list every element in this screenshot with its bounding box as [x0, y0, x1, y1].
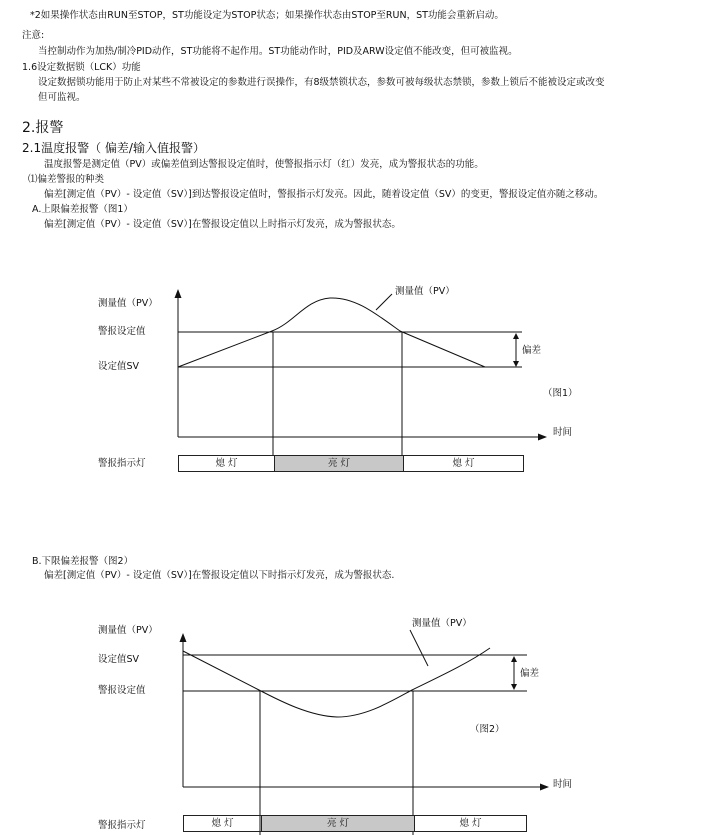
- fig1-time-label: 时间: [553, 427, 573, 438]
- fig2-indicator-strip: [183, 815, 527, 832]
- fig2-time-label: 时间: [553, 779, 573, 790]
- fig1-sv-label: 设定值SV: [98, 361, 140, 372]
- section-intro: 温度报警是测定值（PV）或偏差值到达警报设定值时，使警报指示灯（红）发亮，成为警报状态的功能。: [44, 159, 484, 170]
- fig1-deviation-label: 偏差: [522, 345, 542, 356]
- footnote-stop-run: *2如果操作状态由RUN至STOP，ST功能设定为STOP状态；如果操作状态由STOP至RUN，ST功能会重新启动。: [30, 10, 504, 21]
- fig2-y-axis-arrowhead: [180, 633, 187, 642]
- fig2-curve-label: 测量值（PV）: [412, 618, 472, 629]
- fig1-lamp-off-1: 熄 灯: [215, 458, 238, 469]
- fig2-pv-curve: [183, 648, 490, 717]
- fig1-alarm-level-label: 警报设定值: [98, 326, 146, 337]
- fig2-indicator-label: 警报指示灯: [98, 820, 146, 831]
- fig2-deviation-arrow-top: [511, 656, 517, 662]
- fig2-alarm-level-label: 警报设定值: [98, 685, 146, 696]
- fig2-y-axis-label: 测量值（PV）: [98, 625, 158, 636]
- fig2-deviation-arrow-bottom: [511, 684, 517, 690]
- alarm-a-title: A.上限偏差报警（图1）: [32, 204, 133, 215]
- fig2-lamp-off-1: 熄 灯: [211, 818, 234, 829]
- alarm-a-description: 偏差[测定值（PV）- 设定值（SV）]在警报设定值以上时指示灯发亮，成为警报状态。: [44, 219, 401, 230]
- fig1-indicator-label: 警报指示灯: [98, 458, 146, 469]
- lock-function-title: 1.6设定数据锁（LCK）功能: [22, 62, 141, 73]
- fig1-lamp-on: 亮 灯: [274, 456, 403, 471]
- lock-function-text-line1: 设定数据锁功能用于防止对某些不常被设定的参数进行误操作，有8级禁锁状态，参数可被每级状态禁锁，参数上锁后不能被设定或改变: [38, 77, 605, 88]
- caution-title: 注意:: [22, 30, 45, 41]
- deviation-types-text: 偏差[测定值（PV）- 设定值（SV）]到达警报设定值时，警报指示灯发亮。因此，随着设定值（SV）的变更，警报设定值亦随之移动。: [44, 189, 604, 200]
- deviation-types-title: ⑴偏差警报的种类: [28, 174, 105, 185]
- fig2-curve-leader: [410, 630, 428, 666]
- fig1-curve-label: 测量值（PV）: [395, 286, 455, 297]
- fig2-lamp-on: 亮 灯: [261, 816, 414, 831]
- alarm-b-title: B.下限偏差报警（图2）: [32, 556, 134, 567]
- alarm-b-description: 偏差[测定值（PV）- 设定值（SV）]在警报设定值以下时指示灯发亮，成为警报状态.: [44, 570, 395, 581]
- fig2-deviation-label: 偏差: [520, 668, 540, 679]
- fig1-y-axis-label: 测量值（PV）: [98, 298, 158, 309]
- section-subtitle: 2.1温度报警（ 偏差/输入值报警）: [22, 141, 205, 155]
- fig2-sv-label: 设定值SV: [98, 654, 140, 665]
- section-title: 2.报警: [22, 120, 64, 136]
- fig2-lamp-off-2: 熄 灯: [414, 816, 526, 831]
- fig1-figure-label: （图1）: [543, 388, 578, 399]
- caution-text: 当控制动作为加热/制冷PID动作，ST功能将不起作用。ST功能动作时，PID及ARW设定值不能改变，但可被监视。: [38, 46, 518, 57]
- fig1-lamp-off-2: 熄 灯: [403, 456, 523, 471]
- fig2-figure-label: （图2）: [470, 724, 505, 735]
- fig2-x-axis-arrowhead: [540, 784, 549, 791]
- lock-function-text-line2: 但可监视。: [38, 92, 86, 103]
